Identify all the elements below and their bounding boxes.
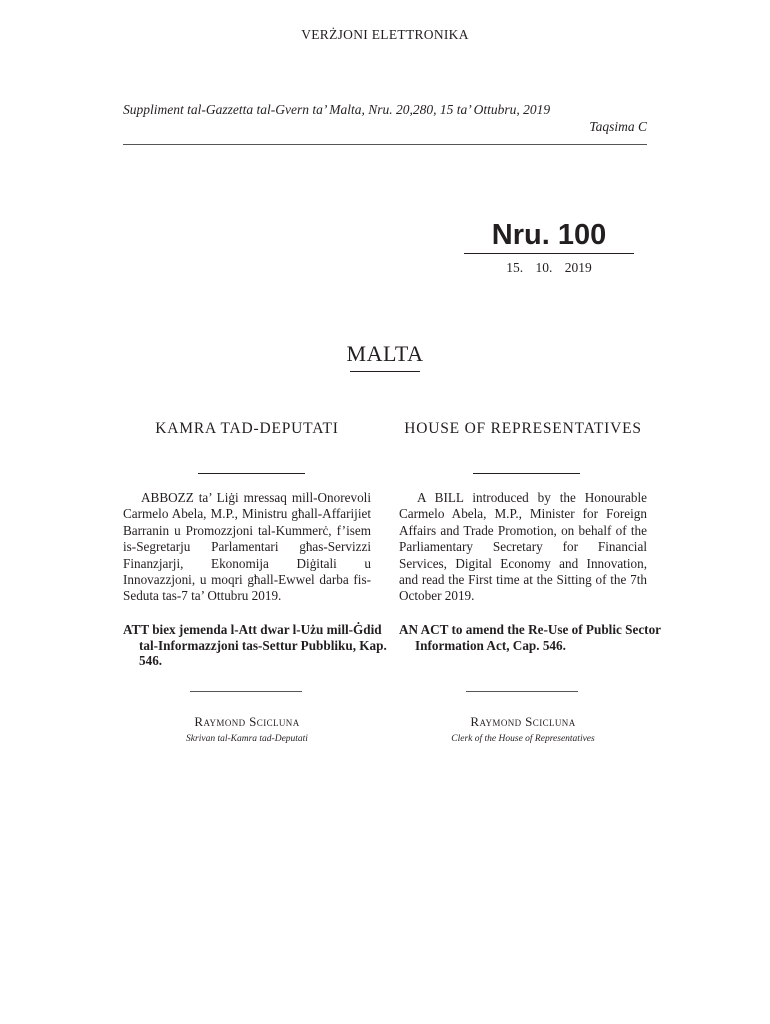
section-divider-maltese [198, 473, 305, 474]
signer-role-maltese: Skrivan tal-Kamra tad-Deputati [186, 734, 308, 744]
signature-divider-english [466, 691, 578, 692]
signer-role-english: Clerk of the House of Representatives [451, 734, 595, 744]
signature-divider-maltese [190, 691, 302, 692]
electronic-version-banner: VERŻJONI ELETTRONIKA [301, 27, 469, 42]
act-title-english: AN ACT to amend the Re-Use of Public Sector Information Act, Cap. 546. [399, 622, 661, 653]
header-rule [123, 144, 647, 145]
country-underline [350, 371, 420, 372]
gazette-header [123, 101, 647, 135]
bill-intro-english: A BILL introduced by the Honourable Carmelo Abela, M.P., Minister for Foreign Affairs and Trade Promotion, on behalf of the Parliamentary Secretary for Financial Services, Digital Economy and Innovation, and read the First time at the Sitting of the 7th October 2019. [399, 490, 647, 604]
signer-name-english: Raymond Scicluna [470, 714, 576, 729]
gazette-reference: Suppliment tal-Gazzetta tal-Gvern ta’ Malta, Nru. 20,280, 15 ta’ Ottubru, 2019 [123, 102, 551, 117]
house-name-english: HOUSE OF REPRESENTATIVES [404, 420, 642, 437]
bill-number-rule [464, 253, 634, 254]
house-name-maltese: KAMRA TAD-DEPUTATI [155, 420, 339, 437]
act-title-maltese: ATT biex jemenda l-Att dwar l-Użu mill-Ġdid tal-Informazzjoni tas-Settur Pubbliku, Kap. 546. [123, 622, 387, 669]
country-heading: MALTA [346, 341, 424, 366]
bill-date: 15. 10. 2019 [506, 260, 592, 275]
signer-name-maltese: Raymond Scicluna [194, 714, 300, 729]
section-divider-english [473, 473, 580, 474]
bill-number-block [464, 218, 634, 276]
gazette-part: Taqsima C [589, 119, 647, 134]
bill-number: Nru. 100 [491, 219, 607, 251]
bill-intro-maltese: ABBOZZ ta’ Liġi mressaq mill-Onorevoli Carmelo Abela, M.P., Ministru għall-Affarijiet Barranin u Promozzjoni tal-Kummerċ, f’isem is-Segretarju Parlamentari għas-Servizzi Finanzjarji, Ekonomija Diġitali u Innovazzjoni, u moqri għall-Ewwel darba fis-Seduta tas-7 ta’ Ottubru 2019. [123, 490, 371, 604]
